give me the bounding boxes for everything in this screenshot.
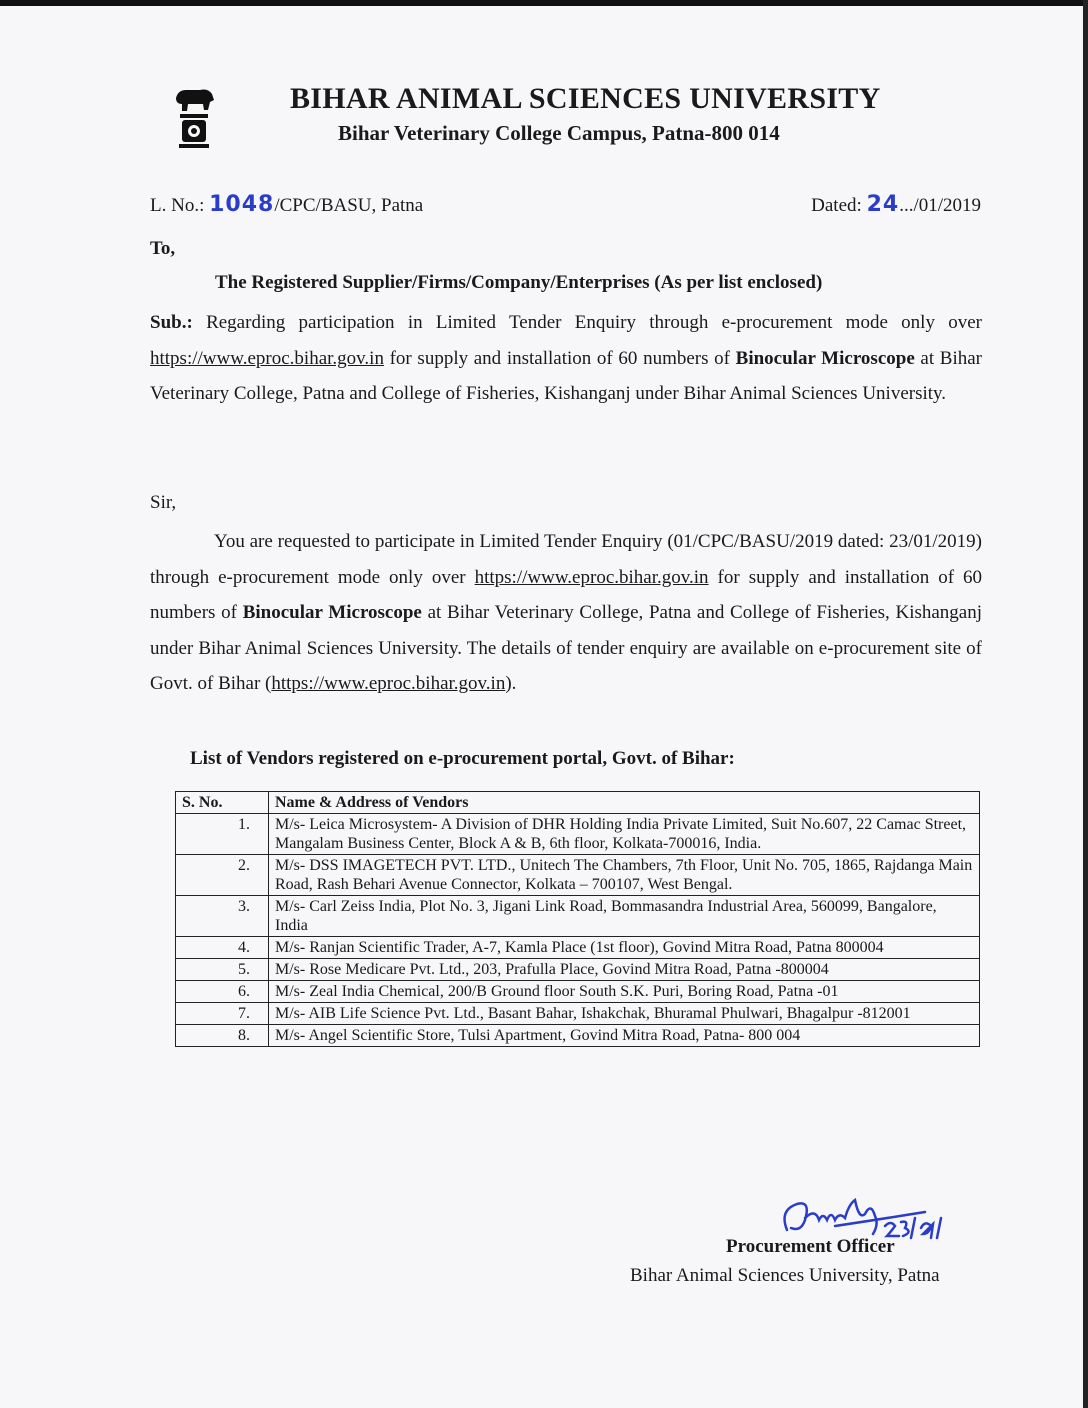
table-row bbox=[176, 855, 980, 896]
university-name: BIHAR ANIMAL SCIENCES UNIVERSITY bbox=[290, 82, 881, 115]
subject-label: Sub.: bbox=[150, 312, 193, 333]
table-row bbox=[176, 1025, 980, 1047]
row-vendor: M/s- Ranjan Scientific Trader, A-7, Kamla Place (1st floor), Govind Mitra Road, Patna 800004 bbox=[269, 937, 980, 959]
row-sno: 3. bbox=[176, 896, 269, 937]
row-sno: 5. bbox=[176, 959, 269, 981]
date-prefix: Dated: bbox=[811, 195, 862, 216]
vendor-list-heading: List of Vendors registered on e-procurement portal, Govt. of Bihar: bbox=[190, 748, 735, 769]
subject-text-2: for supply and installation of 60 numbers of bbox=[389, 347, 730, 369]
table-row bbox=[176, 959, 980, 981]
row-vendor: M/s- Carl Zeiss India, Plot No. 3, Jigani Link Road, Bommasandra Industrial Area, 560099, Bangalore, India bbox=[269, 896, 980, 937]
row-sno: 2. bbox=[176, 855, 269, 896]
body-eproc-link-2[interactable]: https://www.eproc.bihar.gov.in bbox=[271, 673, 506, 694]
table-row bbox=[176, 896, 980, 937]
signatory-organization: Bihar Animal Sciences University, Patna bbox=[630, 1265, 940, 1286]
letter-reference bbox=[150, 192, 423, 217]
subject-text-1: Regarding participation in Limited Tender Enquiry through e-procurement mode only over bbox=[206, 312, 983, 333]
row-sno: 1. bbox=[176, 814, 269, 855]
column-header-sno: S. No. bbox=[176, 792, 269, 814]
signatory-title: Procurement Officer bbox=[726, 1236, 895, 1257]
date-day-handwritten: 24 bbox=[866, 192, 900, 217]
table-row bbox=[176, 981, 980, 1003]
vendor-table-header bbox=[176, 792, 980, 814]
addressee: The Registered Supplier/Firms/Company/Enterprises (As per list enclosed) bbox=[215, 272, 823, 293]
row-vendor: M/s- Leica Microsystem- A Division of DHR Holding India Private Limited, Suit No.607, 22 Camac Street, Mangalam Business Center, Block A & B, 6th floor, Kolkata-700016, India. bbox=[269, 814, 980, 855]
body-item: Binocular Microscope bbox=[242, 602, 422, 623]
salutation: Sir, bbox=[150, 492, 177, 513]
body-text-2: for supply and installation of 60 numbers of bbox=[150, 566, 983, 623]
row-sno: 4. bbox=[176, 937, 269, 959]
row-sno: 7. bbox=[176, 1003, 269, 1025]
campus-address: Bihar Veterinary College Campus, Patna-800 014 bbox=[338, 121, 780, 145]
subject-text-3: at Bihar Veterinary College, Patna and College of Fisheries, Kishanganj under Bihar Animal Sciences University. bbox=[150, 347, 982, 404]
subject-paragraph bbox=[150, 305, 982, 412]
letter-date bbox=[811, 192, 981, 217]
table-row bbox=[176, 937, 980, 959]
body-eproc-link-1[interactable]: https://www.eproc.bihar.gov.in bbox=[474, 566, 709, 588]
scan-right-edge bbox=[1083, 0, 1088, 1408]
body-text-3: at Bihar Veterinary College, Patna and College of Fisheries, Kishanganj under Bihar Animal Sciences University. The details of tender enquiry are available on e-procurement site of Govt. of Bihar ( bbox=[150, 602, 983, 694]
to-label: To, bbox=[150, 238, 176, 259]
date-suffix: .../01/2019 bbox=[899, 195, 981, 216]
row-vendor: M/s- Rose Medicare Pvt. Ltd., 203, Prafulla Place, Govind Mitra Road, Patna -800004 bbox=[269, 959, 980, 981]
ref-number-handwritten: 1048 bbox=[209, 192, 275, 217]
row-vendor: M/s- DSS IMAGETECH PVT. LTD., Unitech The Chambers, 7th Floor, Unit No. 705, 1865, Rajdanga Main Road, Rash Behari Avenue Connector, Kolkata – 700107, West Bengal. bbox=[269, 855, 980, 896]
row-vendor: M/s- AIB Life Science Pvt. Ltd., Basant Bahar, Ishakchak, Bhuramal Phulwari, Bhagalpur -812001 bbox=[269, 1003, 980, 1025]
table-row bbox=[176, 1003, 980, 1025]
subject-eproc-link[interactable]: https://www.eproc.bihar.gov.in bbox=[150, 347, 384, 369]
row-sno: 6. bbox=[176, 981, 269, 1003]
body-text-1: You are requested to participate in Limited Tender Enquiry (01/CPC/BASU/2019 dated: 23/01/2019) through e-procurement mode only over bbox=[150, 531, 982, 588]
vendor-table bbox=[175, 791, 980, 1047]
row-vendor: M/s- Angel Scientific Store, Tulsi Apartment, Govind Mitra Road, Patna- 800 004 bbox=[269, 1025, 980, 1047]
ref-prefix: L. No.: bbox=[150, 195, 205, 216]
body-text-4: ). bbox=[505, 673, 517, 694]
scan-top-edge bbox=[0, 0, 1088, 6]
row-vendor: M/s- Zeal India Chemical, 200/B Ground floor South S.K. Puri, Boring Road, Patna -01 bbox=[269, 981, 980, 1003]
row-sno: 8. bbox=[176, 1025, 269, 1047]
subject-item: Binocular Microscope bbox=[735, 347, 915, 369]
column-header-vendor: Name & Address of Vendors bbox=[269, 792, 980, 814]
ref-suffix: /CPC/BASU, Patna bbox=[274, 195, 424, 216]
table-row bbox=[176, 814, 980, 855]
body-paragraph bbox=[150, 524, 982, 702]
university-emblem-icon bbox=[170, 84, 218, 154]
